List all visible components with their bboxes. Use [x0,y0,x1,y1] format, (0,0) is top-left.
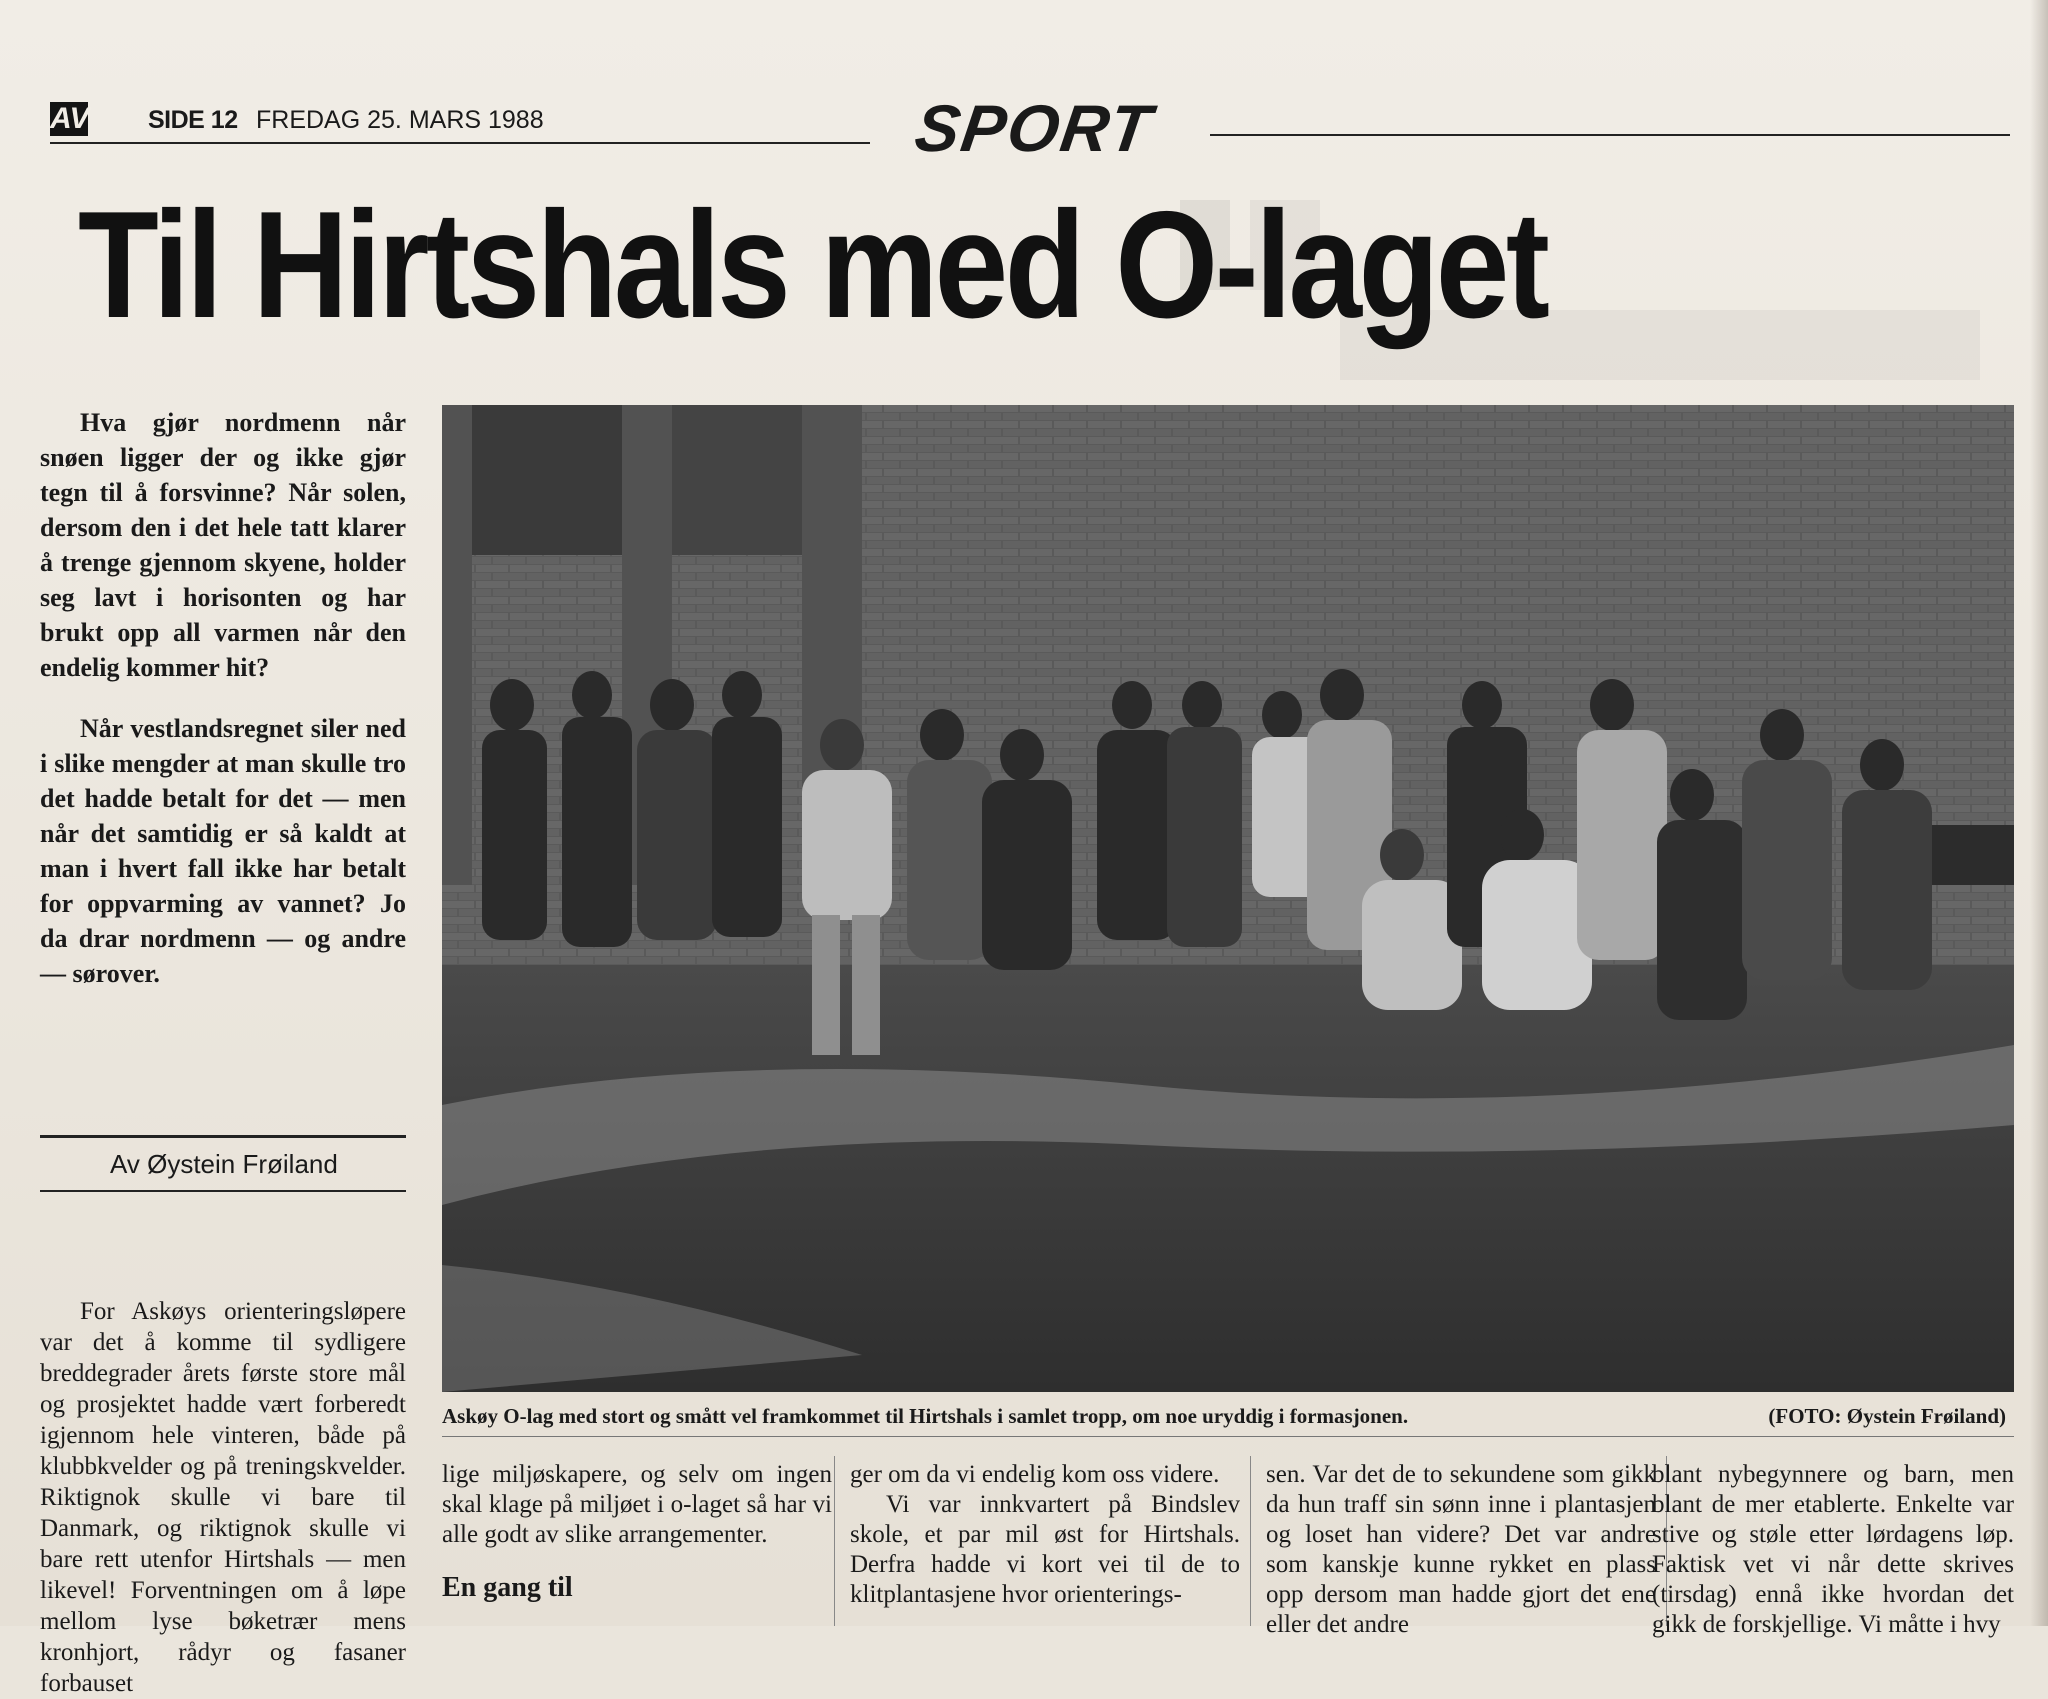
body-column-4 [1266,1460,1656,1640]
article-headline: Til Hirtshals med O-laget [78,180,1547,350]
body-paragraph: blant nybegynnere og barn, men blant de mer etablerte. Enkelte var stive og støle etter lørdagens løp. Faktisk vet vi når dette skrives (tirsdag) ennå ikke hvordan det gikk de forskjellige. Vi måtte i hvy [1652,1461,2014,1638]
window [472,405,622,555]
body-paragraph: ger om da vi endelig kom oss videre. [850,1461,1220,1488]
page-edge-shadow [2030,0,2048,1626]
header-rule-right [1210,134,2010,136]
newspaper-logo [50,102,130,136]
page-number: SIDE 12 [148,106,238,134]
body-column-1 [40,1296,406,1699]
column-divider [1250,1456,1251,1626]
lead-paragraph: Når vestlandsregnet siler ned i slike mengder at man skulle tro det hadde betalt for det — men når det samtidig er så kaldt at man i hvert fall ikke har betalt for oppvarming av vannet? Jo da drar nordmenn — og andre — sørover. [40,714,406,988]
window [672,405,802,555]
pillar [442,405,472,885]
team-photo-image [442,405,2014,1392]
body-column-5 [1652,1460,2014,1640]
body-paragraph: lige miljøskapere, og selv om ingen skal klage på miljøet i o-laget så har vi alle godt av slike arrangementer. [442,1461,832,1548]
page-header [50,91,2010,165]
subheading: En gang til [442,1572,573,1603]
body-column-3 [850,1460,1240,1610]
logo-mark: AV [50,102,90,135]
header-rule-left [50,142,870,144]
article-lead [40,405,406,1017]
photo-caption: Askøy O-lag med stort og smått vel framkommet til Hirtshals i samlet tropp, om noe uryddig i formasjonen. [442,1404,1409,1428]
section-title: SPORT [910,91,1158,165]
caption-rule [442,1436,2014,1437]
byline-rule-top [40,1135,406,1138]
body-paragraph: For Askøys orienteringsløpere var det å komme til sydligere breddegrader årets første store mål og prosjektet hadde vært forberedt igjennom hele vinteren, både på klubbkvelder og på treningskvelder. Riktignok skulle vi bare til Danmark, og riktignok skulle vi bare rett utenfor Hirtshals — men likevel! Forventningen om å løpe mellom lyse bøketrær mens kronhjort, rådyr og fasaner forbauset [40,1298,406,1697]
team-photo [442,405,2014,1392]
lead-paragraph: Hva gjør nordmenn når snøen ligger der og ikke gjør tegn til å forsvinne? Når solen, dersom den i det hele tatt klarer å trenge gjennom skyene, holder seg lavt i horisonten og har brukt opp all varmen når den endelig kommer hit? [40,408,406,682]
body-paragraph: Vi var innkvartert på Bindslev skole, et par mil øst for Hirtshals. Derfra hadde vi kort vei til de to klitplantasjene hvor orienterings- [850,1491,1240,1608]
author-byline: Av Øystein Frøiland [110,1149,338,1179]
byline-rule-bottom [40,1190,406,1192]
photo-caption-bar [442,1398,2014,1434]
photo-credit: (FOTO: Øystein Frøiland) [1768,1404,2006,1428]
body-column-2 [442,1460,832,1604]
body-paragraph: sen. Var det de to sekundene som gikk da hun traff sin sønn inne i plantasjen og loset han videre? Det var andre som kanskje kunne rykket en plass opp dersom man hadde gjort det ene eller det andre [1266,1461,1656,1638]
issue-date: FREDAG 25. MARS 1988 [256,106,544,134]
column-divider [834,1456,835,1626]
